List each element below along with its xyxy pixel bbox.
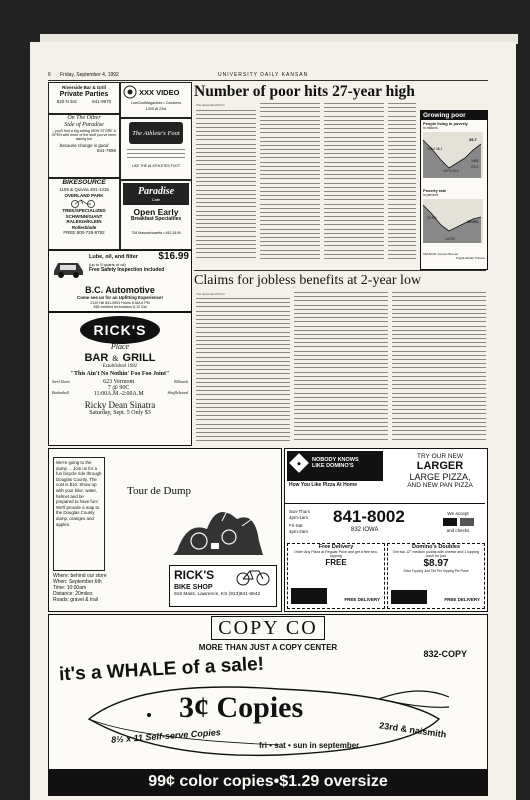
xxx-video-ad — [120, 82, 192, 118]
dominos-pan: AND NEW PAN PIZZA — [407, 482, 473, 489]
tour-distance: Distance: 20miles — [53, 591, 93, 597]
other-side-ad — [48, 114, 120, 178]
tour-time: Time: 10:00am — [53, 585, 87, 591]
graph-label-5: 23.3 — [471, 165, 478, 169]
bikesource-brands1: TREK/SPECIALIZED — [62, 208, 106, 213]
graph-source: SOURCE: Census Bureau — [423, 252, 459, 256]
dominos-larger: LARGER — [416, 460, 464, 472]
page-number: 6 — [48, 72, 51, 78]
ricks-grill: GRILL — [122, 352, 156, 364]
other-side-title2: Side of Paradise — [64, 121, 104, 128]
bc-tagline: Come see us for an Upfitting Experience! — [77, 295, 163, 300]
story2-column1 — [196, 298, 290, 444]
ricks-address: 623 Vermont — [103, 379, 135, 385]
paradise-addr: 728 Massachusetts • 842-5199 — [131, 230, 181, 235]
ricks-bar: BAR — [84, 352, 109, 364]
bc-price: $16.99 — [158, 251, 189, 262]
tour-where: Where: behind our store — [53, 573, 107, 579]
dominos-hours2: 4pm-1am — [289, 514, 309, 520]
riverside-ad — [48, 82, 120, 114]
tour-title: Tour de Dump — [127, 485, 191, 497]
coupon1-line: Order Any Pizza at Regular Price and get a free two-topping — [294, 550, 378, 559]
ricks-special: Ricky Dean Sinatra — [84, 400, 156, 410]
ricks-basketball: Basketball — [52, 390, 69, 395]
riverside-phone: 841-9670 — [92, 98, 112, 104]
paradise-cafe-ad — [120, 180, 192, 250]
dominos-divider — [285, 503, 485, 504]
bikesource-brands3: RALEIGH/KLEIN — [66, 219, 102, 224]
copy-days: fri • sat • sun in september — [259, 741, 360, 750]
coupon1-dominos-logo — [291, 588, 327, 604]
xxx-title: XXX VIDEO — [139, 87, 180, 97]
other-side-title1: On The Other — [67, 115, 101, 121]
athletes-foot-line: LIKE THE #1 ATHLETES FOOT — [131, 163, 181, 168]
dominos-tagline: How You Like Pizza At Home — [289, 482, 357, 488]
eye-icon — [123, 85, 137, 99]
paper-name: UNIVERSITY DAILY KANSAN — [218, 72, 309, 78]
dominos-hours3: Fri-Sat — [289, 523, 303, 528]
ricks-shuffleboard: Shuffleboard — [167, 390, 188, 395]
rollerblade-logo: Rollerblade — [71, 224, 97, 230]
trash-pile-illustration — [167, 491, 267, 563]
bikesource-city: OVERLAND PARK — [64, 192, 104, 198]
copy-co-tagline: MORE THAN JUST A COPY CENTER — [198, 643, 338, 652]
coupon2-price: $8.97 — [423, 558, 449, 570]
ricks-established: Established 1992 — [102, 364, 138, 369]
dominos-phone: 841-8002 — [333, 507, 405, 526]
coupon-dominos-doubles[interactable] — [387, 543, 485, 609]
paradise-hours: Open Early — [133, 207, 179, 217]
graph-rate-3: 14.2% — [445, 237, 455, 241]
ricks-name: RICK'S — [93, 322, 147, 338]
other-side-body: ...you'll find a big selling NEW STORE & OPEN with more of the stuff you've been asking for! — [51, 129, 117, 142]
bike-shop-label: BIKE SHOP — [174, 584, 213, 591]
other-side-phone: 841-7896 — [96, 148, 116, 154]
bike-shop-address: 916 Mass, Lawrence, KS (913)841-6642 — [174, 592, 261, 597]
coupon1-delivery: FREE DELIVERY — [344, 597, 380, 602]
car-icon — [51, 253, 87, 283]
paradise-line: Breakfast Specialties — [130, 216, 182, 222]
dominos-logo-icon — [289, 453, 309, 473]
riverside-private: Private Parties — [59, 90, 109, 98]
dominos-h2: KNOWS — [337, 457, 359, 463]
riverside-address: 520 N 3rd — [56, 98, 77, 104]
ricks-place: Place — [110, 342, 130, 351]
bc-oil-note: (up to 5 quarts of oil) — [89, 262, 126, 267]
athletes-foot-ad — [120, 118, 192, 180]
athletes-foot-name: The Athlete's Foot — [132, 129, 180, 137]
coupon-free-delivery[interactable] — [287, 543, 385, 609]
bicycle-icon — [235, 567, 271, 587]
other-side-change: because change is good — [59, 142, 109, 148]
page-header — [48, 70, 488, 81]
graph-panel1-unit: in millions — [423, 126, 438, 130]
dominos-hours4: 4pm-2am — [289, 528, 309, 534]
story-divider — [194, 270, 486, 271]
copy-co-name: COPY CO — [211, 616, 324, 640]
coupon1-title: Free Delivery — [318, 544, 354, 550]
story2-headline: Claims for jobless benefits at 2-year low — [194, 273, 422, 288]
bikesource-ad — [48, 178, 120, 250]
ricks-date: Saturday, Sept. 5 Only $3 — [89, 410, 151, 416]
dominos-address: 832 IOWA — [351, 527, 379, 533]
copy-location: 23rd & naismith — [378, 720, 447, 740]
dominos-try: TRY OUR NEW — [417, 453, 463, 460]
bike-shop-name: RICK'S — [174, 568, 215, 582]
paradise-name: Paradise — [137, 186, 175, 197]
ricks-place-ad — [48, 312, 192, 446]
graph-panel1-title: People living in poverty — [423, 121, 468, 126]
dominos-accept: We accept — [447, 511, 469, 516]
copy-size: 8½ x 11 Self-serve Copies — [110, 727, 222, 745]
dominos-h4: DOMINO'S — [326, 463, 354, 469]
bc-automotive-ad — [48, 250, 192, 312]
coupon1-free: FREE — [325, 558, 347, 568]
copy-co-phone: 832-COPY — [423, 649, 467, 659]
dominos-banner — [287, 451, 383, 481]
story2-column3 — [392, 292, 486, 444]
copy-co-ad — [48, 614, 488, 796]
graph-label-1: 1964 36.1 — [427, 147, 443, 151]
dominos-h1: NOBODY — [312, 457, 337, 463]
graph-rate-1: 22.0% — [427, 216, 437, 220]
bikesource-addr: 1109 & Quivira 491-1315 — [59, 187, 109, 192]
ricks-logo — [80, 316, 160, 344]
ricks-billiards: Billiards — [174, 379, 188, 384]
graph-label-4: 1991 — [471, 159, 479, 163]
ricks-and-glyph: & — [112, 353, 119, 363]
graph-label-2: 1973 23.0 — [443, 169, 459, 173]
bc-address2: 458 certified technicians 6-12 Sat — [93, 304, 147, 309]
bikesource-phone: FREE 800-728-8792 — [63, 230, 105, 235]
xxx-line: LowCostMagazines • Condoms — [131, 101, 181, 105]
coupon2-delivery: FREE DELIVERY — [444, 597, 480, 602]
ricks-tagline: "This Ain't No Nothin' Foo Foo Joint" — [70, 371, 170, 377]
xxx-addr: 1405 W 23rd — [145, 106, 167, 111]
graph-rate-2: 19.0% — [467, 219, 479, 224]
credit-card-icon — [443, 518, 457, 526]
visa-card-icon — [460, 518, 474, 526]
story1-headline: Number of poor hits 27-year high — [194, 83, 415, 100]
bc-name: B.C. Automotive — [85, 285, 155, 295]
story1-column2 — [260, 103, 320, 268]
paradise-logo — [123, 183, 189, 205]
tour-when: When: September 6th — [53, 579, 102, 585]
coupon2-dominos-logo — [391, 590, 427, 604]
riverside-name: Riverside Bar & Grill — [62, 85, 106, 90]
story1-byline: The Associated Press — [196, 103, 225, 107]
bikesource-brands2: SCHWINN/GIANT — [65, 213, 103, 219]
graph-panel2-unit: in percent — [423, 193, 438, 197]
tour-de-dump-ad — [48, 448, 282, 612]
graph-title: Growing poor — [421, 111, 487, 120]
ricks-time: 11:00A.M.-2:00A.M — [93, 391, 144, 397]
graph-label-3: 35.7 — [469, 137, 477, 142]
dominos-checks: and checks — [446, 528, 470, 533]
graph-credit: Knight-Ridder Tribune — [455, 256, 485, 260]
color-copy-banner: 99¢ color copies•$1.29 oversize — [49, 769, 487, 795]
dominos-large: LARGE PIZZA, — [409, 472, 471, 482]
paradise-sub: Cafe — [151, 197, 161, 202]
ricks-darts: Steel Darts — [52, 379, 70, 384]
bc-service: Lube, oil, and filter — [89, 253, 138, 260]
coupon2-title: Domino's Doubles — [411, 544, 461, 550]
bc-inspection: Free Safety Inspection included — [89, 267, 165, 273]
dominos-hours1: Sun-Thurs — [289, 509, 311, 514]
copy-price: 3¢ Copies — [179, 691, 304, 724]
athletes-foot-logo — [129, 122, 183, 144]
tour-terrain: Roads: gravel & trail — [53, 597, 99, 603]
bikesource-title: BIKESOURCE — [62, 179, 106, 186]
dominos-h3: LIKE — [312, 463, 325, 469]
page-date: Friday, September 4, 1992 — [60, 72, 119, 78]
story1-column1 — [196, 110, 256, 268]
growing-poor-graphic — [420, 110, 488, 270]
whale-sale-headline: it's a WHALE of a sale! — [58, 653, 265, 686]
dominos-ad — [284, 448, 488, 612]
bc-address: 2110 Hill 841-9551 Hours 8 AM-6 PM — [90, 300, 150, 305]
story2-column2 — [294, 292, 388, 444]
tour-description: We're going to the dump ... Join us for a fun bicycle ride through Douglas County. The cost is $10. Show up with your bike, water, helmet and be prepared to have fun! We'll provide a map to the Douglas County dump, oranges and apples. — [53, 457, 105, 571]
story1-column4 — [388, 103, 416, 268]
bike-icon — [55, 199, 113, 207]
coupon2-extra: Extra Topping Just 75¢ Per Topping Per Pizza — [403, 569, 469, 574]
story1-column3 — [324, 103, 384, 268]
ricks-hours: 7 @ 90C — [107, 385, 130, 391]
graph-panel2-title: Poverty rate — [423, 188, 447, 193]
story2-byline: The Associated Press — [196, 292, 225, 296]
coupon2-line: Get two 12" medium pizzas with cheese and 1 topping each for just — [392, 550, 480, 559]
